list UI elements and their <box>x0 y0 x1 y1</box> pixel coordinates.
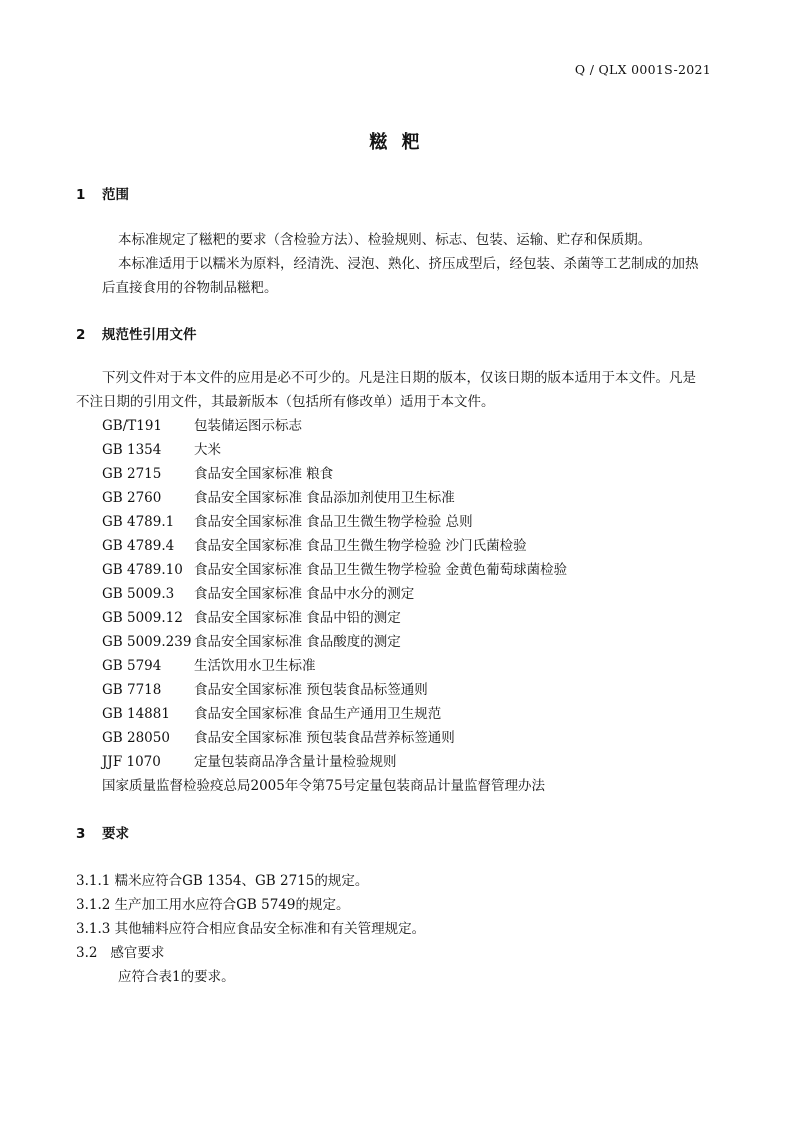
reference-title: 食品安全国家标准 食品生产通用卫生规范 <box>194 706 442 722</box>
reference-title: 食品安全国家标准 食品卫生微生物学检验 沙门氏菌检验 <box>194 538 527 554</box>
section-title: 规范性引用文件 <box>102 327 197 343</box>
reference-title: 食品安全国家标准 食品卫生微生物学检验 金黄色葡萄球菌检验 <box>194 562 568 578</box>
reference-row <box>102 414 302 434</box>
requirement-clause: 3.1.2 生产加工用水应符合GB 5749的规定。 <box>76 897 350 913</box>
reference-title: 食品安全国家标准 食品中铅的测定 <box>194 610 401 626</box>
regulation-reference: 国家质量监督检验疫总局2005年令第75号定量包装商品计量监督管理办法 <box>102 778 546 794</box>
reference-code: GB 5009.239 <box>102 634 192 650</box>
reference-title: 大米 <box>194 442 221 458</box>
scope-paragraph: 后直接食用的谷物制品糍粑。 <box>102 280 278 296</box>
reference-code: GB 4789.10 <box>102 562 183 578</box>
reference-title: 食品安全国家标准 预包装食品营养标签通则 <box>194 730 455 746</box>
reference-row <box>102 582 414 602</box>
requirement-clause: 3.1.1 糯米应符合GB 1354、GB 2715的规定。 <box>76 873 369 889</box>
section-title: 要求 <box>102 826 129 842</box>
reference-title: 定量包装商品净含量计量检验规则 <box>194 754 397 770</box>
section-number: 2 <box>76 327 86 343</box>
reference-code: GB 4789.1 <box>102 514 175 530</box>
document-code: Q / QLX 0001S-2021 <box>574 62 711 77</box>
section-number: 3 <box>76 826 86 842</box>
reference-row <box>102 534 527 554</box>
requirement-clause: 应符合表1的要求。 <box>118 969 235 985</box>
reference-row <box>102 486 455 506</box>
normative-intro: 下列文件对于本文件的应用是必不可少的。凡是注日期的版本，仅该日期的版本适用于本文件。凡是 <box>102 370 696 386</box>
reference-row <box>102 750 397 770</box>
page-title: 糍 粑 <box>369 132 424 153</box>
reference-title: 食品安全国家标准 预包装食品标签通则 <box>194 682 428 698</box>
reference-code: GB 2715 <box>102 466 162 482</box>
section-number: 1 <box>76 187 86 203</box>
reference-title: 食品安全国家标准 食品卫生微生物学检验 总则 <box>194 514 473 530</box>
reference-code: GB 5794 <box>102 658 162 674</box>
reference-code: GB 28050 <box>102 730 170 746</box>
reference-title: 包装储运图示标志 <box>194 418 302 434</box>
reference-row <box>102 726 455 746</box>
reference-row <box>102 630 401 650</box>
reference-title: 食品安全国家标准 食品添加剂使用卫生标准 <box>194 490 455 506</box>
scope-paragraph: 本标准适用于以糯米为原料，经清洗、浸泡、熟化、挤压成型后，经包装、杀菌等工艺制成的加热 <box>118 256 699 272</box>
reference-row <box>102 654 316 674</box>
reference-title: 食品安全国家标准 食品酸度的测定 <box>194 634 401 650</box>
reference-row <box>102 606 401 626</box>
reference-title: 食品安全国家标准 粮食 <box>194 466 334 482</box>
requirement-clause: 3.2 感官要求 <box>76 945 165 961</box>
reference-code: GB 5009.3 <box>102 586 175 602</box>
normative-intro: 不注日期的引用文件，其最新版本（包括所有修改单）适用于本文件。 <box>76 394 495 410</box>
section-2-heading <box>76 323 197 343</box>
section-title: 范围 <box>102 187 129 203</box>
reference-code: GB/T191 <box>102 418 163 434</box>
scope-paragraph: 本标准规定了糍粑的要求（含检验方法）、检验规则、标志、包装、运输、贮存和保质期。 <box>118 232 652 248</box>
reference-code: GB 1354 <box>102 442 162 458</box>
section-1-heading <box>76 183 129 203</box>
reference-row <box>102 558 567 578</box>
reference-title: 生活饮用水卫生标准 <box>194 658 316 674</box>
reference-code: GB 5009.12 <box>102 610 183 626</box>
reference-row <box>102 678 428 698</box>
reference-code: GB 2760 <box>102 490 162 506</box>
reference-code: GB 7718 <box>102 682 162 698</box>
reference-row <box>102 438 221 458</box>
section-3-heading <box>76 822 129 842</box>
reference-title: 食品安全国家标准 食品中水分的测定 <box>194 586 415 602</box>
reference-code: GB 4789.4 <box>102 538 175 554</box>
reference-row <box>102 462 333 482</box>
reference-row <box>102 510 473 530</box>
reference-row <box>102 702 441 722</box>
requirement-clause: 3.1.3 其他辅料应符合相应食品安全标准和有关管理规定。 <box>76 921 426 937</box>
reference-code: JJF 1070 <box>102 754 161 770</box>
reference-code: GB 14881 <box>102 706 170 722</box>
